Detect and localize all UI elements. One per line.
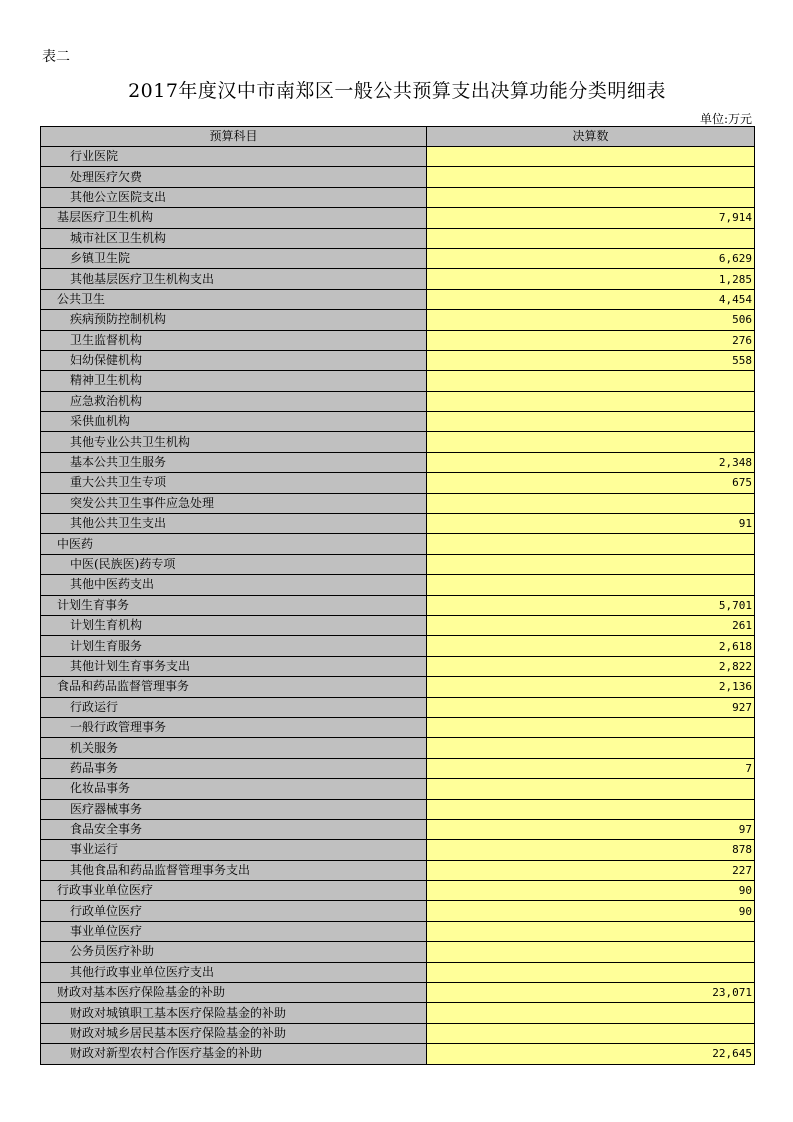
row-item-name: 财政对城镇职工基本医疗保险基金的补助 — [41, 1003, 427, 1023]
table-row — [41, 208, 755, 228]
row-amount — [427, 167, 755, 187]
table-row — [41, 330, 755, 350]
table-row — [41, 1044, 755, 1064]
row-item-name: 城市社区卫生机构 — [41, 228, 427, 248]
row-amount: 927 — [427, 697, 755, 717]
table-row — [41, 493, 755, 513]
row-item-name: 基本公共卫生服务 — [41, 452, 427, 472]
table-row — [41, 962, 755, 982]
table-row — [41, 269, 755, 289]
table-row — [41, 697, 755, 717]
budget-table — [40, 126, 755, 1065]
table-row — [41, 860, 755, 880]
row-item-name: 财政对城乡居民基本医疗保险基金的补助 — [41, 1023, 427, 1043]
table-row — [41, 514, 755, 534]
row-item-name: 卫生监督机构 — [41, 330, 427, 350]
table-row — [41, 473, 755, 493]
table-row — [41, 371, 755, 391]
table-row — [41, 534, 755, 554]
table-row — [41, 840, 755, 860]
table-row — [41, 310, 755, 330]
row-amount — [427, 391, 755, 411]
row-amount: 91 — [427, 514, 755, 534]
row-item-name: 应急救治机构 — [41, 391, 427, 411]
row-amount: 6,629 — [427, 248, 755, 268]
row-amount — [427, 921, 755, 941]
row-item-name: 其他公共卫生支出 — [41, 514, 427, 534]
table-row — [41, 921, 755, 941]
page-title: 2017年度汉中市南郑区一般公共预算支出决算功能分类明细表 — [128, 80, 666, 102]
row-item-name: 食品和药品监督管理事务 — [41, 677, 427, 697]
table-row — [41, 412, 755, 432]
table-row — [41, 758, 755, 778]
row-item-name: 计划生育机构 — [41, 615, 427, 635]
row-item-name: 其他食品和药品监督管理事务支出 — [41, 860, 427, 880]
row-item-name: 计划生育事务 — [41, 595, 427, 615]
table-row — [41, 983, 755, 1003]
row-item-name: 计划生育服务 — [41, 636, 427, 656]
row-amount: 7,914 — [427, 208, 755, 228]
table-row — [41, 799, 755, 819]
row-amount — [427, 432, 755, 452]
row-item-name: 精神卫生机构 — [41, 371, 427, 391]
row-item-name: 疾病预防控制机构 — [41, 310, 427, 330]
row-item-name: 中医(民族医)药专项 — [41, 554, 427, 574]
table-row — [41, 819, 755, 839]
table-row — [41, 595, 755, 615]
table-row — [41, 391, 755, 411]
row-amount — [427, 187, 755, 207]
row-item-name: 其他专业公共卫生机构 — [41, 432, 427, 452]
row-amount — [427, 371, 755, 391]
row-amount — [427, 228, 755, 248]
row-amount: 4,454 — [427, 289, 755, 309]
table-row — [41, 350, 755, 370]
row-amount: 90 — [427, 881, 755, 901]
table-row — [41, 738, 755, 758]
row-item-name: 处理医疗欠费 — [41, 167, 427, 187]
table-row — [41, 656, 755, 676]
row-amount: 227 — [427, 860, 755, 880]
row-item-name: 事业单位医疗 — [41, 921, 427, 941]
table-row — [41, 677, 755, 697]
row-amount — [427, 534, 755, 554]
row-item-name: 行政事业单位医疗 — [41, 881, 427, 901]
row-item-name: 行业医院 — [41, 147, 427, 167]
row-amount — [427, 779, 755, 799]
row-item-name: 行政单位医疗 — [41, 901, 427, 921]
row-amount: 2,822 — [427, 656, 755, 676]
row-amount — [427, 147, 755, 167]
table-row — [41, 554, 755, 574]
row-amount: 878 — [427, 840, 755, 860]
table-row — [41, 1003, 755, 1023]
table-row — [41, 615, 755, 635]
row-item-name: 中医药 — [41, 534, 427, 554]
row-item-name: 基层医疗卫生机构 — [41, 208, 427, 228]
row-item-name: 药品事务 — [41, 758, 427, 778]
row-amount — [427, 554, 755, 574]
row-amount: 506 — [427, 310, 755, 330]
row-item-name: 妇幼保健机构 — [41, 350, 427, 370]
table-row — [41, 717, 755, 737]
row-amount: 23,071 — [427, 983, 755, 1003]
row-item-name: 突发公共卫生事件应急处理 — [41, 493, 427, 513]
row-item-name: 其他中医药支出 — [41, 575, 427, 595]
row-amount — [427, 575, 755, 595]
row-amount: 2,136 — [427, 677, 755, 697]
table-row — [41, 575, 755, 595]
row-item-name: 其他公立医院支出 — [41, 187, 427, 207]
row-item-name: 财政对基本医疗保险基金的补助 — [41, 983, 427, 1003]
row-amount: 261 — [427, 615, 755, 635]
row-amount: 558 — [427, 350, 755, 370]
row-item-name: 机关服务 — [41, 738, 427, 758]
unit-label: 单位:万元 — [699, 112, 752, 126]
row-amount — [427, 962, 755, 982]
table-row — [41, 779, 755, 799]
row-amount: 22,645 — [427, 1044, 755, 1064]
row-item-name: 医疗器械事务 — [41, 799, 427, 819]
row-item-name: 公共卫生 — [41, 289, 427, 309]
row-amount — [427, 412, 755, 432]
row-amount — [427, 1023, 755, 1043]
table-row — [41, 289, 755, 309]
header-item: 预算科目 — [41, 127, 427, 147]
row-item-name: 一般行政管理事务 — [41, 717, 427, 737]
row-amount: 2,618 — [427, 636, 755, 656]
row-amount: 5,701 — [427, 595, 755, 615]
row-item-name: 其他计划生育事务支出 — [41, 656, 427, 676]
table-row — [41, 432, 755, 452]
row-amount — [427, 1003, 755, 1023]
row-amount — [427, 799, 755, 819]
row-item-name: 其他基层医疗卫生机构支出 — [41, 269, 427, 289]
table-row — [41, 942, 755, 962]
sheet-label: 表二 — [42, 49, 70, 65]
table-row — [41, 147, 755, 167]
row-item-name: 公务员医疗补助 — [41, 942, 427, 962]
row-amount — [427, 717, 755, 737]
row-item-name: 采供血机构 — [41, 412, 427, 432]
row-amount: 7 — [427, 758, 755, 778]
table-row — [41, 901, 755, 921]
row-item-name: 其他行政事业单位医疗支出 — [41, 962, 427, 982]
row-amount — [427, 738, 755, 758]
row-amount: 90 — [427, 901, 755, 921]
table-row — [41, 228, 755, 248]
table-header-row — [41, 127, 755, 147]
row-item-name: 化妆品事务 — [41, 779, 427, 799]
row-amount: 276 — [427, 330, 755, 350]
row-amount: 97 — [427, 819, 755, 839]
row-item-name: 行政运行 — [41, 697, 427, 717]
row-item-name: 食品安全事务 — [41, 819, 427, 839]
table-row — [41, 452, 755, 472]
row-item-name: 事业运行 — [41, 840, 427, 860]
row-amount: 675 — [427, 473, 755, 493]
row-item-name: 重大公共卫生专项 — [41, 473, 427, 493]
table-row — [41, 248, 755, 268]
header-amount: 决算数 — [427, 127, 755, 147]
table-row — [41, 167, 755, 187]
row-amount: 1,285 — [427, 269, 755, 289]
table-row — [41, 187, 755, 207]
row-amount: 2,348 — [427, 452, 755, 472]
row-item-name: 乡镇卫生院 — [41, 248, 427, 268]
table-row — [41, 1023, 755, 1043]
table-row — [41, 881, 755, 901]
row-item-name: 财政对新型农村合作医疗基金的补助 — [41, 1044, 427, 1064]
row-amount — [427, 942, 755, 962]
row-amount — [427, 493, 755, 513]
table-row — [41, 636, 755, 656]
